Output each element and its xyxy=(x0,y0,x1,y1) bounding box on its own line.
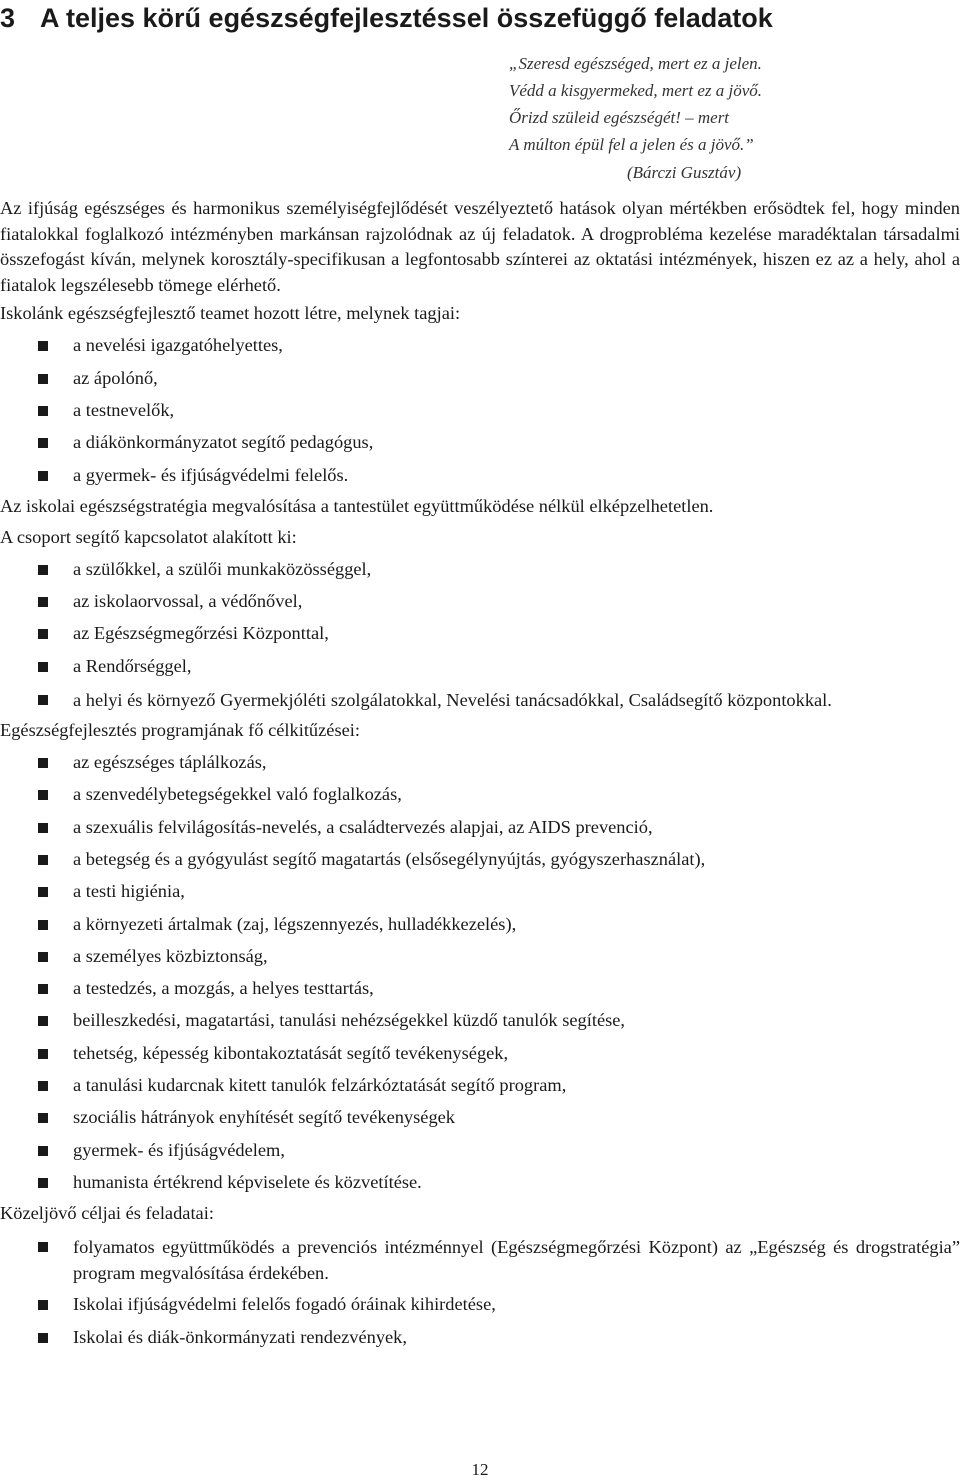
goals-intro: Egészségfejlesztés programjának fő célkitűzései: xyxy=(0,720,360,741)
list-item: Iskolai és diák-önkormányzati rendezvények, xyxy=(73,1321,960,1353)
list-item: Iskolai ifjúságvédelmi felelős fogadó óráinak kihirdetése, xyxy=(73,1288,960,1320)
page-number: 12 xyxy=(471,1460,489,1479)
list-item: a szülőkkel, a szülői munkaközösséggel, xyxy=(73,553,960,585)
list-item: a Rendőrséggel, xyxy=(73,650,960,682)
list-item: tehetség, képesség kibontakoztatását segítő tevékenységek, xyxy=(73,1037,960,1069)
list-item: beilleszkedési, magatartási, tanulási nehézségekkel küzdő tanulók segítése, xyxy=(73,1004,960,1036)
list-item: a gyermek- és ifjúságvédelmi felelős. xyxy=(73,459,960,491)
strategy-paragraph: Az iskolai egészségstratégia megvalósítása a tantestület együttműködése nélkül elképzelhetetlen. xyxy=(0,495,714,516)
intro-paragraph: Az ifjúság egészséges és harmonikus személyiségfejlődését veszélyeztető hatások olyan mértékben erősödtek fel, hogy minden fiatalokkal foglalkozó intézményben markánsan rajzolódnak az új feladatok. A drogprobléma kezelése maradéktalan társadalmi összefogást kíván, melynek korosztály-specifikusan a legfontosabb színterei az oktatási intézmények, hiszen ez az a hely, ahol a fiatalok legszélesebb tömege elérhető. xyxy=(0,198,960,295)
list-item: a nevelési igazgatóhelyettes, xyxy=(73,329,960,361)
quote-line: Védd a kisgyermeked, mert ez a jövő. xyxy=(509,81,763,100)
near-future-list xyxy=(0,1288,960,1353)
contacts-list xyxy=(0,553,960,682)
section-number: 3 xyxy=(0,3,16,33)
list-item: gyermek- és ifjúságvédelem, xyxy=(73,1134,960,1166)
list-item: a szexuális felvilágosítás-nevelés, a családtervezés alapjai, az AIDS prevenció, xyxy=(73,811,960,843)
list-item: a betegség és a gyógyulást segítő magatartás (elsősegélynyújtás, gyógyszerhasználat), xyxy=(73,843,960,875)
list-item: a környezeti ártalmak (zaj, légszennyezés, hulladékkezelés), xyxy=(73,908,960,940)
quote-line: Őrizd szüleid egészségét! – mert xyxy=(509,108,730,127)
list-item: a testnevelők, xyxy=(73,394,960,426)
goals-list xyxy=(0,746,960,1198)
list-item: humanista értékrend képviselete és közvetítése. xyxy=(73,1166,960,1198)
list-item: a személyes közbiztonság, xyxy=(73,940,960,972)
list-item: a helyi és környező Gyermekjóléti szolgálatokkal, Nevelési tanácsadókkal, Családsegítő központokkal. xyxy=(73,687,960,713)
list-item: az egészséges táplálkozás, xyxy=(73,746,960,778)
section-title: A teljes körű egészségfejlesztéssel összefüggő feladatok xyxy=(40,3,773,33)
list-item: szociális hátrányok enyhítését segítő tevékenységek xyxy=(73,1101,960,1133)
quote-line: „Szeresd egészséged, mert ez a jelen. xyxy=(509,54,762,73)
body-text xyxy=(0,196,960,1353)
list-item: folyamatos együttműködés a prevenciós intézménnyel (Egészségmegőrzési Központ) az „Egészség és drogstratégia” program megvalósítása érdekében. xyxy=(73,1234,960,1286)
list-item: a testedzés, a mozgás, a helyes testtartás, xyxy=(73,972,960,1004)
list-item: az iskolaorvossal, a védőnővel, xyxy=(73,585,960,617)
contacts-list-cont xyxy=(0,687,960,713)
list-item: az Egészségmegőrzési Központtal, xyxy=(73,617,960,649)
quote-line: A múlton épül fel a jelen és a jövő.” xyxy=(509,135,754,154)
team-intro: Iskolánk egészségfejlesztő teamet hozott létre, melynek tagjai: xyxy=(0,303,461,324)
near-future-list-first xyxy=(0,1234,960,1286)
list-item: az ápolónő, xyxy=(73,362,960,394)
list-item: a diákönkormányzatot segítő pedagógus, xyxy=(73,426,960,458)
list-item: a tanulási kudarcnak kitett tanulók felzárkóztatását segítő program, xyxy=(73,1069,960,1101)
list-item: a szenvedélybetegségekkel való foglalkozás, xyxy=(73,778,960,810)
near-future-intro: Közeljövő céljai és feladatai: xyxy=(0,1203,214,1224)
contacts-intro: A csoport segítő kapcsolatot alakított ki: xyxy=(0,526,297,547)
list-item: a testi higiénia, xyxy=(73,875,960,907)
quote-author: (Bárczi Gusztáv) xyxy=(627,163,742,182)
section-heading xyxy=(0,2,773,34)
team-list xyxy=(0,329,960,490)
epigraph-quote xyxy=(509,50,762,186)
